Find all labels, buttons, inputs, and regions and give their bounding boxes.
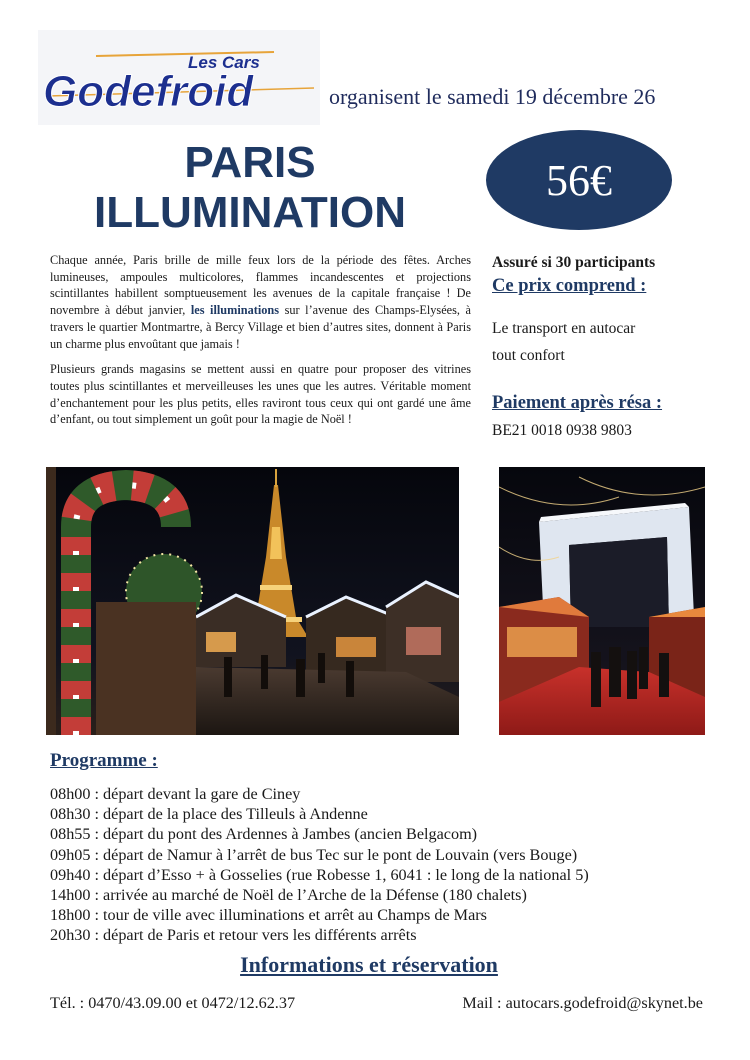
intro-paragraph-1: Chaque année, Paris brille de mille feux lors de la période des fêtes. Arches lumineuses, ampoules multicolores, flammes incandescentes et projections scintillantes habillent somptueusement les avenues de la capitale française ! De novembre à début janvier, les illuminations sur l’avenue des Champs-Elysées, à travers le quartier Montmartre, à Bercy Village et bien d’autres sites, donnent à Paris un charme plus envoûtant que jamais !	[50, 253, 471, 351]
programme-item: 08h30 : départ de la place des Tilleuls à Andenne	[50, 805, 368, 824]
intro-text	[50, 252, 471, 437]
svg-text:Godefroid: Godefroid	[43, 67, 254, 116]
svg-text:Les Cars: Les Cars	[188, 53, 260, 72]
email-contact: Mail : autocars.godefroid@skynet.be	[462, 994, 703, 1012]
price-details	[492, 254, 722, 440]
info-heading: Informations et réservation	[240, 952, 498, 977]
godefroid-logo	[38, 30, 320, 125]
programme-heading: Programme :	[50, 750, 158, 771]
participants-note: Assuré si 30 participants	[492, 254, 656, 271]
page-title	[50, 138, 450, 238]
payment-heading: Paiement après résa :	[492, 393, 663, 413]
price-badge	[486, 130, 672, 230]
programme-item: 20h30 : départ de Paris et retour vers les différents arrêts	[50, 926, 417, 945]
title-line-1: PARIS	[184, 138, 316, 187]
intro-paragraph-2: Plusieurs grands magasins se mettent aussi en quatre pour proposer des vitrines toutes plus scintillantes et merveilleuses les unes que les autres. Véritable moment d’enchantement pour les plus petits, elles raviront tous ceux qui ont gardé une âme d’enfant, ou tout simplement un goût pour la magie de Noël !	[50, 362, 471, 427]
price-value: 56€	[546, 155, 612, 205]
programme-list	[50, 784, 710, 946]
programme-item: 08h55 : départ du pont des Ardennes à Jambes (ancien Belgacom)	[50, 825, 478, 844]
programme-item: 09h05 : départ de Namur à l’arrêt de bus Tec sur le pont de Louvain (vers Bouge)	[50, 845, 578, 864]
la-defense-photo	[499, 467, 705, 735]
programme-item: 14h00 : arrivée au marché de Noël de l’Arche de la Défense (180 chalets)	[50, 886, 527, 905]
price-includes-heading: Ce prix comprend :	[492, 276, 647, 296]
programme-item: 08h00 : départ devant la gare de Ciney	[50, 785, 301, 803]
programme-item: 09h40 : départ d’Esso + à Gosselies (rue Robesse 1, 6041 : le long de la national 5)	[50, 865, 589, 884]
highlight-illuminations: les illuminations	[190, 303, 280, 318]
programme-item: 18h00 : tour de ville avec illuminations et arrêt au Champs de Mars	[50, 906, 487, 925]
event-tagline: organisent le samedi 19 décembre 26	[329, 84, 656, 109]
eiffel-tower-photo	[46, 467, 459, 735]
title-line-2: ILLUMINATION	[93, 188, 407, 237]
price-includes-text: Le transport en autocar tout confort	[492, 320, 636, 364]
iban: BE21 0018 0938 9803	[492, 422, 632, 439]
phone-numbers: Tél. : 0470/43.09.00 et 0472/12.62.37	[50, 994, 296, 1012]
